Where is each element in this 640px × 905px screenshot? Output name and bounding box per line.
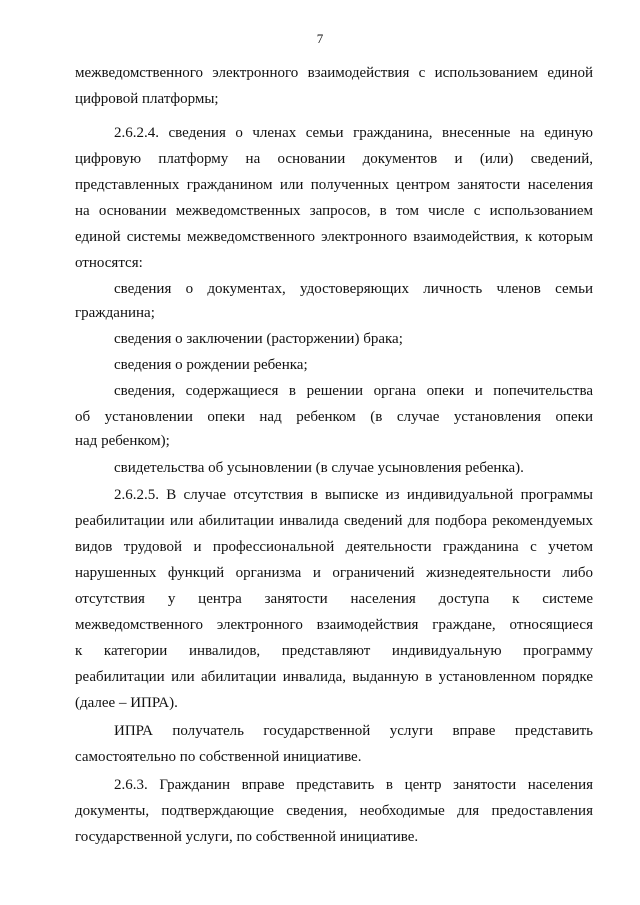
text-line: сведения о документах, удостоверяющих личность членов семьи [114, 281, 593, 297]
text-line: самостоятельно по собственной инициативе. [75, 749, 362, 765]
text-line: 2.6.2.5. В случае отсутствия в выписке из индивидуальной программы [114, 487, 593, 503]
text-line: государственной услуги, по собственной инициативе. [75, 829, 419, 845]
text-line: межведомственного электронного взаимодействия с использованием единой [75, 65, 593, 81]
text-line: сведения, содержащиеся в решении органа опеки и попечительства [114, 383, 593, 399]
text-line: единой системы межведомственного электронного взаимодействия, к которым [75, 229, 593, 245]
text-line: сведения о рождении ребенка; [114, 357, 308, 373]
text-line: к категории инвалидов, представляют индивидуальную программу [75, 643, 593, 659]
text-line: документы, подтверждающие сведения, необходимые для предоставления [75, 803, 593, 819]
text-line: видов трудовой и профессиональной деятельности гражданина с учетом [75, 539, 593, 555]
text-line: на основании межведомственных запросов, в том числе с использованием [75, 203, 593, 219]
text-line: представленных гражданином или полученных центром занятости населения [75, 177, 593, 193]
page-number: 7 [316, 31, 324, 46]
text-line: межведомственного электронного взаимодействия граждане, относящиеся [75, 617, 593, 633]
text-line: отсутствия у центра занятости населения доступа к системе [75, 591, 593, 607]
text-line: реабилитации или абилитации инвалида, выданную в установленном порядке [75, 669, 593, 685]
text-line: относятся: [75, 255, 143, 271]
text-line: (далее – ИПРА). [75, 695, 178, 711]
text-line: цифровой платформы; [75, 91, 219, 107]
text-line: над ребенком); [75, 433, 170, 449]
text-line: сведения о заключении (расторжении) брака; [114, 331, 403, 347]
text-line: 2.6.3. Гражданин вправе представить в центр занятости населения [114, 777, 593, 793]
text-line: гражданина; [75, 305, 155, 321]
text-line: 2.6.2.4. сведения о членах семьи гражданина, внесенные на единую [114, 125, 593, 141]
text-line: об установлении опеки над ребенком (в случае установления опеки [75, 409, 593, 425]
text-line: свидетельства об усыновлении (в случае усыновления ребенка). [114, 460, 524, 476]
text-line: нарушенных функций организма и ограничений жизнедеятельности либо [75, 565, 593, 581]
text-line: ИПРА получатель государственной услуги вправе представить [114, 723, 593, 739]
text-line: реабилитации или абилитации инвалида сведений для подбора рекомендуемых [75, 513, 593, 529]
text-line: цифровую платформу на основании документов и (или) сведений, [75, 151, 593, 167]
